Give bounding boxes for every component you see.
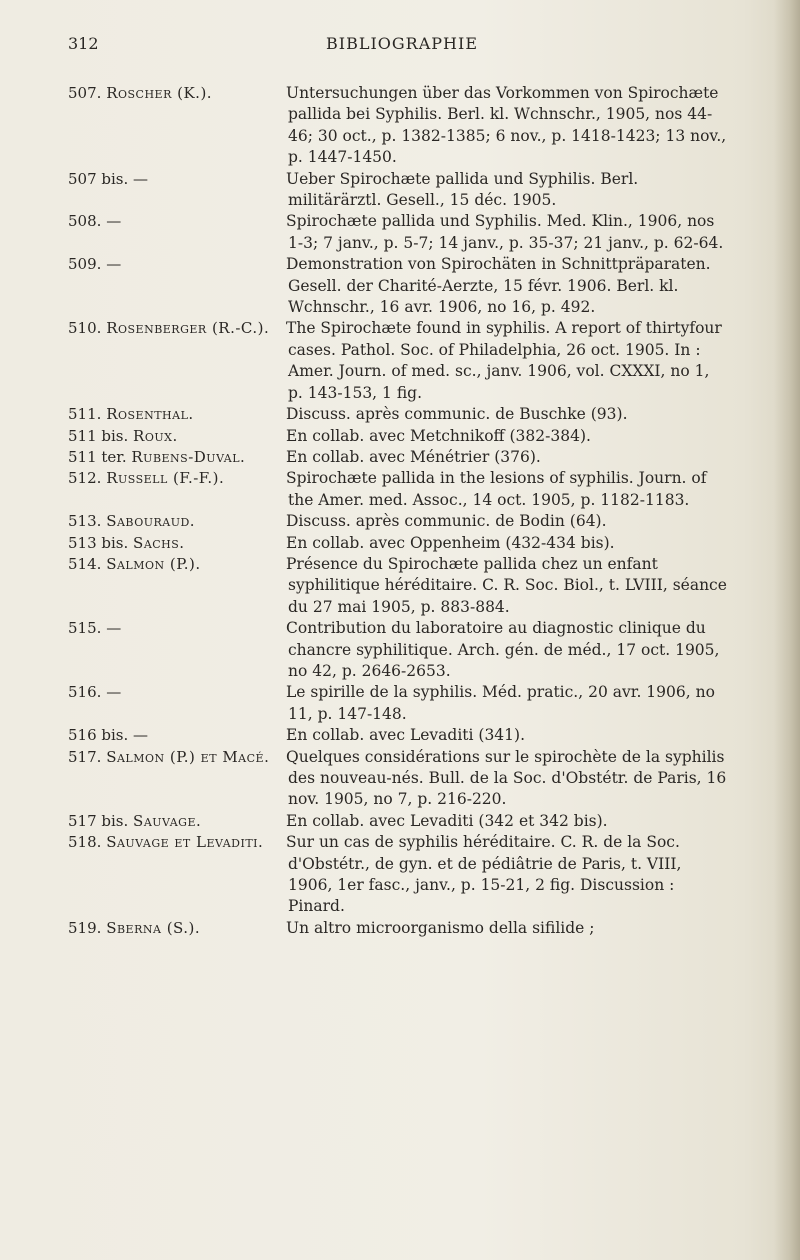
entry-number: 512. bbox=[68, 469, 102, 488]
entry-author: Sabouraud. bbox=[106, 512, 196, 531]
entry-text: En collab. avec Levaditi (341). bbox=[286, 726, 526, 745]
bib-entry bbox=[68, 832, 728, 918]
entry-author: Rosenberger (R.-C.). bbox=[106, 319, 270, 338]
entry-text: Un altro microorganismo della sifilide ; bbox=[286, 918, 595, 937]
entry-label bbox=[68, 747, 290, 768]
entry-text: Sur un cas de syphilis héréditaire. C. R. de la Soc. d'Obstétr., de gyn. et de pédiâtrie de Paris, t. VIII, 1906, 1er fasc., janv., p. 15-21, 2 fig. Discussion : Pinard. bbox=[286, 833, 682, 916]
entry-label bbox=[68, 554, 290, 575]
bib-entry bbox=[68, 747, 728, 811]
entry-text: En collab. avec Ménétrier (376). bbox=[286, 447, 541, 466]
entry-number: 507. bbox=[68, 84, 102, 102]
entry-number: 513. bbox=[68, 512, 102, 531]
entry-text: Spirochæte pallida in the lesions of syphilis. Journ. of the Amer. med. Assoc., 14 oct. 1905, p. 1182-1183. bbox=[286, 469, 707, 509]
entry-text: En collab. avec Oppenheim (432-434 bis). bbox=[286, 533, 615, 552]
entry-number: 516. bbox=[68, 683, 102, 702]
page-header bbox=[68, 34, 708, 64]
entry-label bbox=[68, 918, 290, 939]
entry-text: En collab. avec Metchnikoff (382-384). bbox=[286, 426, 591, 445]
entry-number: 511 bis. bbox=[68, 426, 129, 445]
entry-author: Sberna (S.). bbox=[106, 918, 201, 937]
bib-entry bbox=[68, 426, 728, 447]
bib-entry bbox=[68, 447, 728, 468]
bib-entry bbox=[68, 554, 728, 618]
entry-number: 517 bis. bbox=[68, 811, 129, 830]
entry-author: Roux. bbox=[133, 426, 178, 445]
entry-text: Présence du Spirochæte pallida chez un enfant syphilitique héréditaire. C. R. Soc. Biol., t. LVIII, séance du 27 mai 1905, p. 883-884. bbox=[286, 554, 727, 616]
entry-author: — bbox=[106, 255, 122, 274]
entry-author: Russell (F.-F.). bbox=[106, 469, 225, 488]
bib-entry bbox=[68, 169, 728, 212]
entry-number: 508. bbox=[68, 212, 102, 231]
entry-number: 515. bbox=[68, 619, 102, 638]
entry-author: — bbox=[133, 169, 149, 188]
entry-label bbox=[68, 832, 290, 853]
entry-label bbox=[68, 468, 290, 489]
bib-entry bbox=[68, 918, 728, 939]
entry-label bbox=[68, 533, 290, 554]
entry-number: 516 bis. bbox=[68, 726, 129, 745]
entry-author: Rubens-Duval. bbox=[131, 447, 246, 466]
entry-author: Sauvage et Levaditi. bbox=[106, 833, 264, 852]
bib-entry bbox=[68, 533, 728, 554]
entry-label bbox=[68, 254, 290, 275]
entry-text: The Spirochæte found in syphilis. A report of thirtyfour cases. Pathol. Soc. of Philadelphia, 26 oct. 1905. In : Amer. Journ. of med. sc., janv. 1906, vol. CXXXI, no 1, p. 143-153, 1 fig. bbox=[286, 319, 722, 402]
bib-entry bbox=[68, 811, 728, 832]
entry-text: Discuss. après communic. de Bodin (64). bbox=[286, 512, 607, 531]
entry-author: Roscher (K.). bbox=[106, 84, 213, 102]
entry-text: Demonstration von Spirochäten in Schnittpräparaten. Gesell. der Charité-Aerzte, 15 févr. 1906. Berl. kl. Wchnschr., 16 avr. 1906, no 16, p. 492. bbox=[286, 255, 711, 317]
entry-label bbox=[68, 447, 290, 468]
page-edge-shadow bbox=[774, 0, 800, 1260]
bib-entry bbox=[68, 511, 728, 532]
entry-author: Sauvage. bbox=[133, 811, 202, 830]
entry-label bbox=[68, 725, 290, 746]
entry-label bbox=[68, 811, 290, 832]
bib-entry bbox=[68, 83, 728, 169]
page-number: 312 bbox=[68, 34, 99, 53]
entry-number: 511. bbox=[68, 405, 102, 424]
entry-number: 517. bbox=[68, 747, 102, 766]
entry-author: Rosenthal. bbox=[106, 405, 194, 424]
entry-text: Contribution du laboratoire au diagnostic clinique du chancre syphilitique. Arch. gén. de méd., 17 oct. 1905, no 42, p. 2646-2653. bbox=[286, 619, 720, 680]
entry-label bbox=[68, 426, 290, 447]
entry-text: Le spirille de la syphilis. Méd. pratic., 20 avr. 1906, no 11, p. 147-148. bbox=[286, 683, 715, 723]
entry-label bbox=[68, 169, 290, 190]
bib-entry bbox=[68, 618, 728, 682]
entry-author: — bbox=[106, 212, 122, 231]
bib-entry bbox=[68, 318, 728, 404]
entry-label bbox=[68, 511, 290, 532]
bib-entry bbox=[68, 682, 728, 725]
entry-number: 513 bis. bbox=[68, 533, 129, 552]
entry-label bbox=[68, 318, 290, 339]
entry-label bbox=[68, 404, 290, 425]
entry-author: Sachs. bbox=[133, 533, 185, 552]
bibliography-list bbox=[68, 83, 728, 939]
bib-entry bbox=[68, 725, 728, 746]
entry-number: 509. bbox=[68, 255, 102, 274]
entry-number: 518. bbox=[68, 833, 102, 852]
entry-text: Untersuchungen über das Vorkommen von Spirochæte pallida bei Syphilis. Berl. kl. Wchnschr., 1905, nos 44-46; 30 oct., p. 1382-1385; 6 nov., p. 1418-1423; 13 nov., p. 1447-1450. bbox=[286, 84, 727, 167]
entry-author: — bbox=[133, 726, 149, 745]
entry-number: 510. bbox=[68, 319, 102, 338]
entry-text: Ueber Spirochæte pallida und Syphilis. Berl. militärärztl. Gesell., 15 déc. 1905. bbox=[286, 169, 639, 210]
entry-author: — bbox=[106, 683, 122, 702]
bib-entry bbox=[68, 404, 728, 425]
entry-label bbox=[68, 682, 290, 703]
entry-number: 519. bbox=[68, 918, 102, 937]
running-title: BIBLIOGRAPHIE bbox=[326, 34, 478, 53]
entry-number: 507 bis. bbox=[68, 169, 129, 188]
bib-entry bbox=[68, 468, 728, 511]
bib-entry bbox=[68, 211, 728, 254]
bib-entry bbox=[68, 254, 728, 318]
entry-number: 514. bbox=[68, 554, 102, 573]
entry-author: Salmon (P.) et Macé. bbox=[106, 747, 270, 766]
entry-label bbox=[68, 211, 290, 232]
entry-label bbox=[68, 83, 290, 104]
entry-text: Quelques considérations sur le spirochète de la syphilis des nouveau-nés. Bull. de la Soc. d'Obstétr. de Paris, 16 nov. 1905, no 7, p. 216-220. bbox=[286, 747, 727, 809]
entry-author: Salmon (P.). bbox=[106, 554, 201, 573]
entry-label bbox=[68, 618, 290, 639]
entry-text: Discuss. après communic. de Buschke (93). bbox=[286, 405, 628, 424]
entry-text: Spirochæte pallida und Syphilis. Med. Klin., 1906, nos 1-3; 7 janv., p. 5-7; 14 janv., p. 35-37; 21 janv., p. 62-64. bbox=[286, 212, 724, 252]
entry-author: — bbox=[106, 619, 122, 638]
entry-number: 511 ter. bbox=[68, 447, 127, 466]
entry-text: En collab. avec Levaditi (342 et 342 bis). bbox=[286, 811, 608, 830]
